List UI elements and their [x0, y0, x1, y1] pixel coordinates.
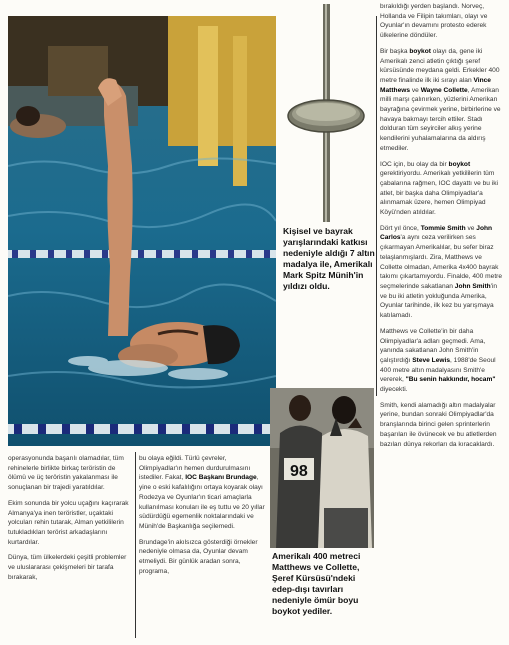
- paragraph: Bir başka boykot olayı da, gene iki Amerikalı zenci atletin çıktığı şeref kürsüsünde meydana geldi. Erkekler 400 metre finalinde ilk iki sırayı alan Vince Matthews ve Wayne Collette, Amerikan milli marşı çalınırken, yüzlerini Amerikan bayrağına çevirmek yerine, birbirlerine ve havaya bakmayı tercih ettiler. Stadı dolduran tüm seyirciler alkış yerine kendilerini yuhalamalarına da aldırış etmediler.: [380, 47, 501, 152]
- mark-spitz-photo: [8, 16, 276, 446]
- column-divider: [376, 16, 377, 396]
- paragraph: bu olaya eğildi. Türlü çevreler, Olimpiyadlar'ın hemen durdurulmasını istediler. Fakat, IOC Başkanı Brundage, yine o eski kafalılığını ortaya koyarak olayı Rodezya ve Oyunlar'ın ticari amaçlarla kullanılması konuları ile eş tuttu ve 20 yıllar südürdüğü egemenlik noktalarındaki ve Münih'de Başkanlığa seçilemedi.: [139, 455, 265, 530]
- paragraph: IOC için, bu olay da bir boykot gerektiriyordu. Amerikalı yetkililerin tüm çabalarına rağmen, IOC dayattı ve bu iki atlet, bir başka daha Olimpiyadlar'a alınmamak üzere, hemen Olimpiyad Köyü'nden atıldılar.: [380, 160, 499, 217]
- paragraph: bırakıldığı yerden başlandı. Norveç, Hollanda ve Filipin takımları, olayı ve Oyunlar'ın devamını protesto ederek ülkelerine döndüler.: [380, 3, 488, 40]
- left-column-text: [8, 454, 132, 588]
- paragraph: Ekim sonunda bir yolcu uçağını kaçırarak Almanya'ya inen teröristler, uçaktaki yolcuları rehin tutarak, Alman yetkililerin tutukladıkları terörist arkadaşlarını kurtardılar.: [8, 499, 129, 546]
- paragraph: operasyonunda başarılı olamadılar, tüm rehinelerle birlikte birkaç teröristin de ölümü ve üç teröristin yakalanması ile sonuçlanan bir trajedi yaratıldılar.: [8, 455, 124, 492]
- bib-number: 98: [290, 463, 308, 480]
- column-divider: [135, 452, 136, 638]
- right-column-text: [380, 2, 505, 455]
- boycott-caption: Amerikalı 400 metreci Matthews ve Collette, Şeref Kürsüsü'ndeki edep-dışı tavırları nedeniyle ömür boyu boykot yediler.: [272, 551, 361, 616]
- paragraph: Dünya, tüm ülkelerdeki çeşitli problemler ve uluslararası çekişmeleri bir tarafa bırakarak,: [8, 554, 127, 581]
- middle-column-text: [139, 454, 266, 582]
- torch-pole-illustration: [283, 4, 375, 222]
- paragraph: Dört yıl önce, Tommie Smith ve John Carlos'a aynı ceza verilirken ses çıkarmayan Amerikalılar, bu sefer biraz telaşlanmışlardı. Zira, Matthews ve Collette olmadan, Amerika 4x400 bayrak takımı çıkartamıyordu. Finalde, 400 metre seçmelerinde sakatlanan John Smith'in ve bu iki atletin yokluğunda Amerika, Oyunlar tarihinde, ilk kez bu yarışmaya katılamadı.: [380, 224, 503, 320]
- paragraph: Matthews ve Collette'in bir daha Olimpiyadlar'a adları geçmedi. Ama, yanında sakatlanan John Smith'in çalıştırdığı Steve Lewis, 1988'de Seoul 400 metre altın madalyasını Smith'e vererek, "Bu senin hakkındır, hocam" diyecekti.: [380, 327, 496, 394]
- spitz-caption: Kişisel ve bayrak yarışlarındaki katkısı nedeniyle aldığı 7 altın madalya ile, Amerikalı Mark Spitz Münih'in yıldızı oldu.: [283, 226, 375, 291]
- paragraph: Smith, kendi alamadığı altın madalyalar yerine, bundan sonraki Olimpiyadlar'da branşlarında birinci gelen sprinterlerin başarıları ile övünecek ve bu atletlerden bazıları dünya rekorları da kıracaklardı.: [380, 401, 497, 448]
- matthews-collette-photo: [270, 388, 374, 548]
- paragraph: Brundage'in akılsızca gösterdiği örnekler nedeniyle olmasa da, Oyunlar devam etmeliydi. Bir günlük aradan sonra, programa,: [139, 538, 258, 575]
